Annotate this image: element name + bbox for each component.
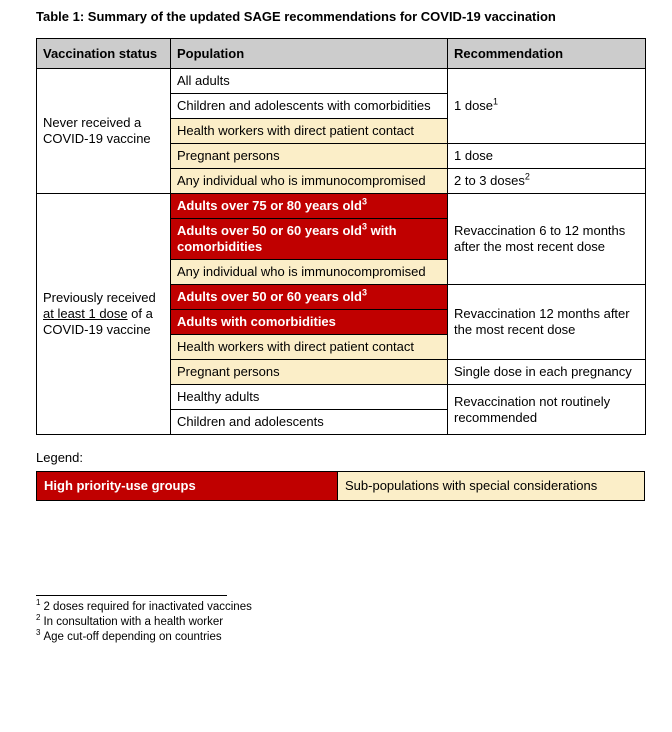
population-cell: [171, 360, 448, 385]
population-cell: [171, 410, 448, 435]
population-cell: [171, 119, 448, 144]
header-row: [37, 39, 646, 69]
population-text: Adults over 50 or 60 years old: [177, 289, 362, 304]
header-population: Population: [171, 39, 448, 69]
status-text-underlined: at least 1 dose: [43, 306, 128, 321]
population-text: Health workers with direct patient contact: [177, 339, 414, 354]
population-text: Any individual who is immunocompromised: [177, 264, 426, 279]
footnote-text: Age cut-off depending on countries: [43, 631, 222, 643]
superscript: 1: [493, 96, 499, 107]
legend-special-considerations: Sub-populations with special considerations: [338, 471, 645, 501]
recommendation-text: 1 dose: [454, 98, 494, 113]
population-cell: [171, 219, 448, 260]
population-cell: [171, 335, 448, 360]
recommendation-cell: [448, 169, 646, 194]
status-text-line2-rest: of a: [127, 306, 153, 321]
footnote-3: [36, 630, 672, 645]
population-text: Adults over 75 or 80 years old: [177, 198, 362, 213]
recommendation-text: 1 dose: [454, 148, 494, 163]
superscript: 3: [361, 287, 367, 298]
population-text-cont: with comorbidities: [177, 223, 397, 254]
superscript: 2: [524, 171, 530, 182]
population-cell: [171, 169, 448, 194]
footnote-superscript: 3: [36, 628, 41, 638]
recommendation-text: Revaccination not routinely recommended: [454, 393, 611, 425]
population-cell: [171, 385, 448, 410]
superscript: 3: [361, 221, 367, 232]
footnote-superscript: 2: [36, 613, 41, 623]
superscript: 3: [361, 196, 367, 207]
recommendation-text: Single dose in each pregnancy: [454, 364, 632, 379]
population-text: Adults over 50 or 60 years old: [177, 223, 362, 238]
recommendation-text: Revaccination 12 months after the most recent dose: [454, 306, 630, 337]
recommendation-cell: [448, 194, 646, 285]
population-text: Pregnant persons: [177, 364, 280, 379]
footnote-separator: [36, 595, 227, 596]
legend-label: Legend:: [36, 450, 83, 465]
table-title: Table 1: Summary of the updated SAGE recommendations for COVID-19 vaccination: [36, 9, 556, 24]
recommendation-cell: [448, 285, 646, 360]
status-cell-never-received: [37, 69, 171, 194]
population-text: Health workers with direct patient contact: [177, 123, 414, 138]
legend: [36, 471, 645, 501]
header-recommendation: Recommendation: [448, 39, 646, 69]
status-text: Never received a COVID-19 vaccine: [43, 115, 151, 146]
status-text-line3: COVID-19 vaccine: [43, 322, 151, 337]
population-cell: [171, 260, 448, 285]
recommendation-text: 2 to 3 doses: [454, 173, 525, 188]
population-cell: [171, 310, 448, 335]
status-text-line1: Previously received: [43, 290, 156, 305]
population-text: Healthy adults: [177, 389, 260, 404]
population-text: Children and adolescents with comorbidities: [177, 98, 431, 113]
population-cell: [171, 285, 448, 310]
table-row: [37, 194, 646, 219]
population-text: Adults with comorbidities: [177, 314, 336, 329]
footnote-superscript: 1: [36, 598, 41, 608]
population-text: Children and adolescents: [177, 414, 324, 429]
footnote-text: 2 doses required for inactivated vaccines: [43, 601, 252, 613]
footnote-1: [36, 600, 672, 615]
recommendation-cell: [448, 144, 646, 169]
legend-high-priority: High priority-use groups: [36, 471, 338, 501]
population-cell: [171, 94, 448, 119]
recommendation-cell: [448, 385, 646, 435]
population-cell: [171, 194, 448, 219]
status-cell-previously-received: [37, 194, 171, 435]
recommendation-cell: [448, 360, 646, 385]
footnote-2: [36, 615, 672, 630]
population-text: Pregnant persons: [177, 148, 280, 163]
population-text: All adults: [177, 73, 230, 88]
table-row: [37, 69, 646, 94]
header-vaccination-status: Vaccination status: [37, 39, 171, 69]
footnotes: [36, 595, 672, 645]
sage-recommendations-table: [36, 38, 646, 435]
population-cell: [171, 69, 448, 94]
recommendation-text: Revaccination 6 to 12 months after the most recent dose: [454, 223, 626, 254]
population-cell: [171, 144, 448, 169]
footnote-text: In consultation with a health worker: [43, 616, 224, 628]
population-text: Any individual who is immunocompromised: [177, 173, 426, 188]
recommendation-cell: [448, 69, 646, 144]
